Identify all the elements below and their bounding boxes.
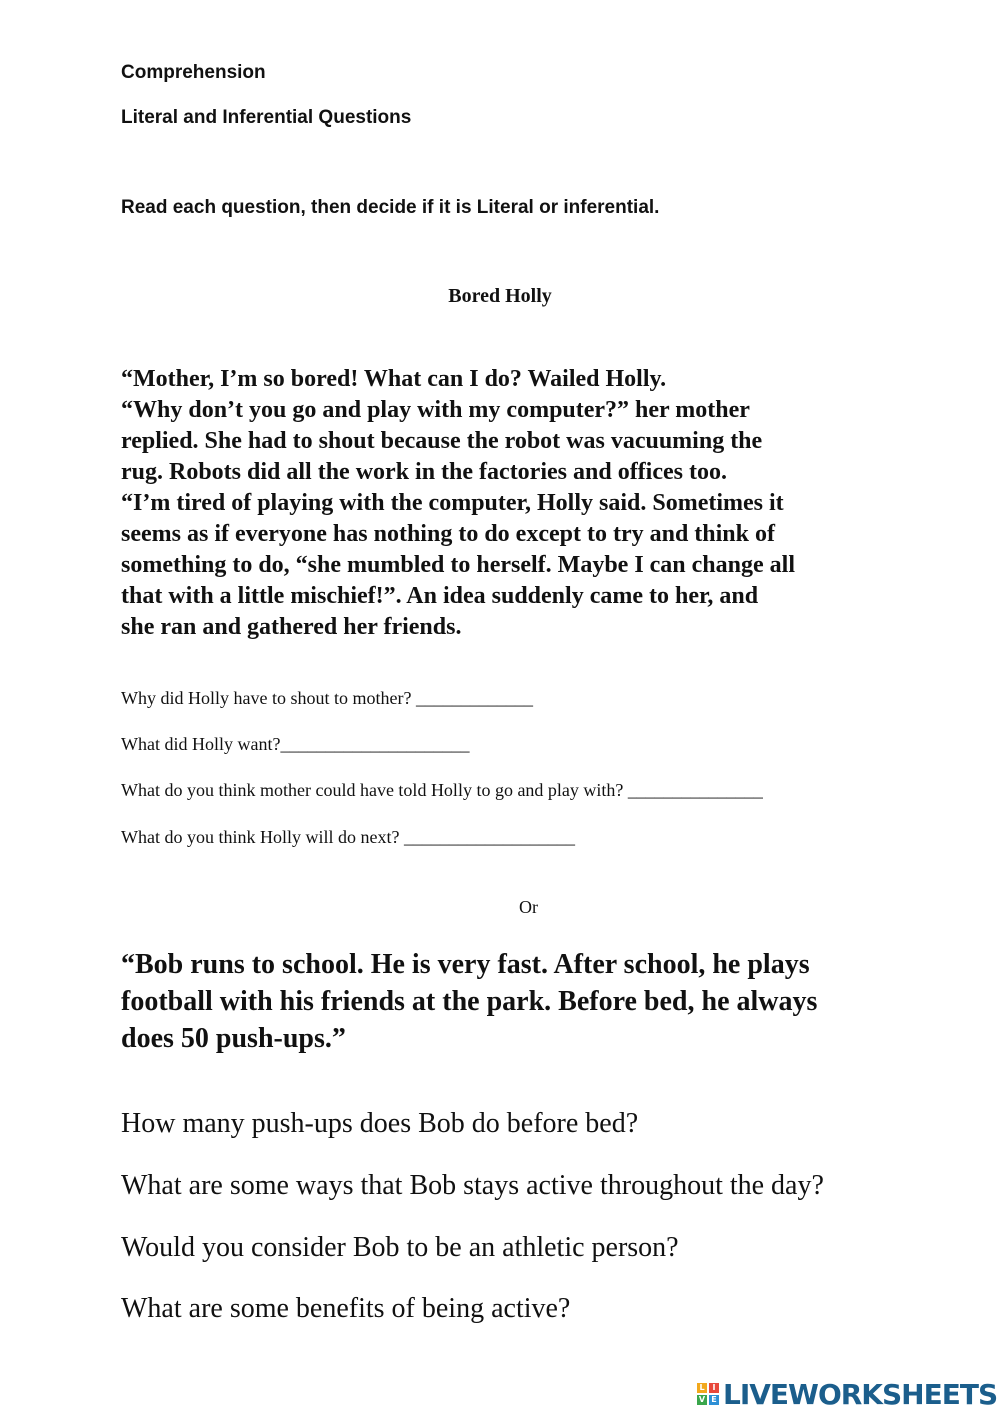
bob-passage bbox=[121, 946, 817, 1057]
logo-mark-cell: E bbox=[709, 1395, 719, 1405]
bob-passage-line: football with his friends at the park. Before bed, he always bbox=[121, 986, 818, 1017]
logo-mark-cell: V bbox=[698, 1395, 706, 1404]
logo-mark-icon bbox=[697, 1383, 719, 1405]
logo-wordmark: LIVEWORKSHEETS bbox=[723, 1377, 998, 1411]
instruction-text: Read each question, then decide if it is Literal or inferential. bbox=[121, 197, 660, 218]
holly-question-4[interactable]: What do you think Holly will do next? ___________________ bbox=[121, 827, 575, 847]
story-passage bbox=[121, 364, 795, 643]
story-line: rug. Robots did all the work in the factories and offices too. bbox=[121, 459, 727, 485]
bob-passage-line: does 50 push-ups.” bbox=[121, 1023, 346, 1054]
liveworksheets-logo bbox=[697, 1378, 997, 1410]
holly-question-3[interactable]: What do you think mother could have told Holly to go and play with? _______________ bbox=[121, 780, 763, 800]
separator-or: Or bbox=[519, 897, 538, 917]
story-line: “Mother, I’m so bored! What can I do? Wailed Holly. bbox=[121, 366, 667, 392]
story-line: replied. She had to shout because the robot was vacuuming the bbox=[121, 428, 763, 454]
story-line: she ran and gathered her friends. bbox=[121, 614, 462, 640]
story-line: that with a little mischief!”. An idea suddenly came to her, and bbox=[121, 583, 759, 609]
story-line: seems as if everyone has nothing to do except to try and think of bbox=[121, 521, 775, 547]
story-title: Bored Holly bbox=[448, 285, 552, 307]
logo-mark-cell: L bbox=[697, 1383, 707, 1393]
bob-question-2[interactable]: What are some ways that Bob stays active throughout the day? bbox=[121, 1170, 824, 1201]
logo-mark-cell: I bbox=[709, 1383, 719, 1393]
story-line: “Why don’t you go and play with my computer?” her mother bbox=[121, 397, 750, 423]
story-line: something to do, “she mumbled to herself. Maybe I can change all bbox=[121, 552, 795, 578]
page-subheading: Literal and Inferential Questions bbox=[121, 107, 412, 128]
bob-passage-line: “Bob runs to school. He is very fast. After school, he plays bbox=[121, 949, 810, 980]
bob-question-1[interactable]: How many push-ups does Bob do before bed? bbox=[121, 1108, 639, 1139]
holly-question-2[interactable]: What did Holly want?_____________________ bbox=[121, 734, 470, 754]
bob-question-3[interactable]: Would you consider Bob to be an athletic person? bbox=[121, 1232, 679, 1263]
bob-question-4[interactable]: What are some benefits of being active? bbox=[121, 1293, 571, 1324]
page-heading: Comprehension bbox=[121, 62, 266, 83]
story-line: “I’m tired of playing with the computer, Holly said. Sometimes it bbox=[121, 490, 784, 516]
holly-question-1[interactable]: Why did Holly have to shout to mother? _____________ bbox=[121, 688, 533, 708]
